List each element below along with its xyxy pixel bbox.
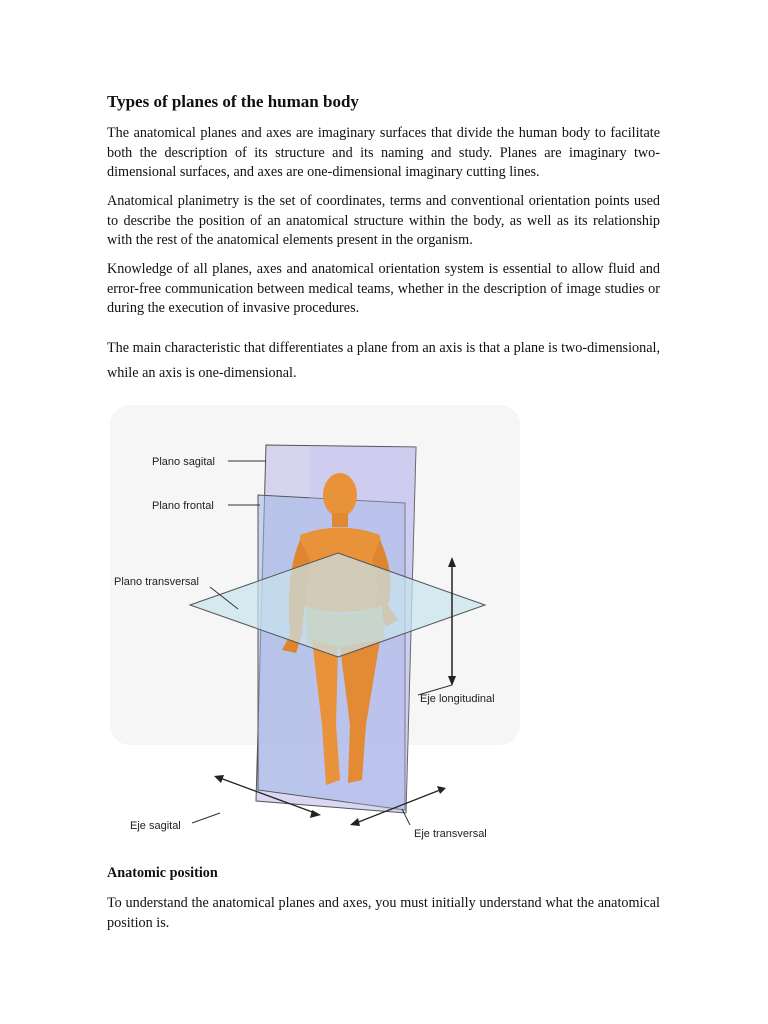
- sagittal-axis-leader: [192, 813, 220, 823]
- transverse-axis-arrow-left: [350, 818, 360, 826]
- label-transverse-axis: Eje transversal: [414, 828, 487, 840]
- label-transverse-plane: Plano transversal: [114, 576, 199, 588]
- anatomical-planes-figure: [100, 395, 640, 860]
- section-heading: Anatomic position: [107, 865, 218, 881]
- paragraph-plane-vs-axis: The main characteristic that differentiates a plane from an axis is that a plane is two-dimensional, while an axis is one-dimensional.: [107, 340, 660, 381]
- label-sagittal-axis: Eje sagital: [130, 820, 181, 832]
- label-frontal-plane: Plano frontal: [152, 500, 214, 512]
- paragraph-anatomic-position: To understand the anatomical planes and axes, you must initially understand what the anatomical position is.: [107, 895, 660, 931]
- paragraph-intro: The anatomical planes and axes are imaginary surfaces that divide the human body to facilitate both the description of its structure and its naming and study. Planes are imaginary two-dimensional surfaces, and axes are one-dimensional imaginary cutting lines.: [107, 125, 660, 180]
- label-sagittal-plane: Plano sagital: [152, 456, 215, 468]
- page-title: Types of planes of the human body: [107, 92, 359, 111]
- paragraph-knowledge: Knowledge of all planes, axes and anatomical orientation system is essential to allow fluid and error-free communication between medical teams, whether in the description of image studies or during the execution of invasive procedures.: [107, 261, 660, 316]
- label-longitudinal-axis: Eje longitudinal: [420, 693, 495, 705]
- anatomical-planes-diagram: [100, 395, 640, 860]
- sagittal-axis-arrow-left: [214, 775, 224, 783]
- paragraph-planimetry: Anatomical planimetry is the set of coordinates, terms and conventional orientation points used to describe the position of an anatomical structure within the body, as well as its relationship with the rest of the anatomical elements present in the organism.: [107, 193, 660, 248]
